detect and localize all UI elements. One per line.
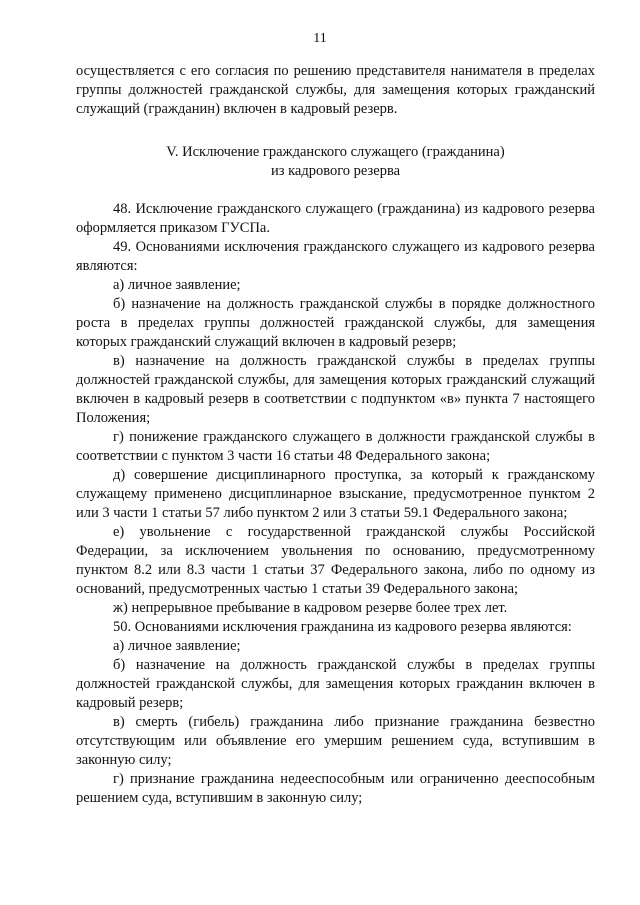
page-number: 11	[313, 31, 327, 46]
intro-paragraph: осуществляется с его согласия по решению представителя нанимателя в пределах группы должностей гражданской службы, для замещения которых гражданский служащий (гражданин) включен в кадровый резерв.	[76, 63, 595, 117]
paragraph-50-v: в) смерть (гибель) гражданина либо признание гражданина безвестно отсутствующим или объявление его умершим решением суда, вступившим в законную силу;	[76, 714, 595, 768]
section-body	[76, 200, 595, 808]
paragraph-49-g: г) понижение гражданского служащего в должности гражданской службы в соответствии с пунктом 3 части 16 статьи 48 Федерального закона;	[76, 429, 595, 464]
intro-text-block	[76, 62, 595, 119]
paragraph-49-b: б) назначение на должность гражданской службы в порядке должностного роста в пределах группы должностей гражданской службы, для замещения которых гражданский служащий включен в кадровый резерв;	[76, 296, 595, 350]
paragraph-49: 49. Основаниями исключения гражданского служащего из кадрового резерва являются:	[76, 239, 595, 274]
paragraph-50-g: г) признание гражданина недееспособным или ограниченно дееспособным решением суда, вступившим в законную силу;	[76, 771, 595, 806]
paragraph-50-b: б) назначение на должность гражданской службы в пределах группы должностей гражданской службы, для замещения которых гражданин включен в кадровый резерв;	[76, 657, 595, 711]
section-title	[76, 143, 595, 181]
paragraph-50: 50. Основаниями исключения гражданина из кадрового резерва являются:	[113, 619, 572, 635]
paragraph-49-v: в) назначение на должность гражданской службы в пределах группы должностей гражданской службы, для замещения которых гражданский служащий включен в кадровый резерв в соответствии с подпунктом «в» пункта 7 настоящего Положения;	[76, 353, 595, 426]
paragraph-49-zh: ж) непрерывное пребывание в кадровом резерве более трех лет.	[113, 600, 508, 616]
paragraph-49-d: д) совершение дисциплинарного проступка, за который к гражданскому служащему применено дисциплинарное взыскание, предусмотренное пунктом 2 или 3 части 1 статьи 57 либо пунктом 2 или 3 статьи 59.1 Федерального закона;	[76, 467, 595, 521]
paragraph-50-a: а) личное заявление;	[113, 638, 241, 654]
paragraph-48: 48. Исключение гражданского служащего (гражданина) из кадрового резерва оформляется приказом ГУСПа.	[76, 201, 595, 236]
paragraph-49-a: а) личное заявление;	[113, 277, 241, 293]
paragraph-49-e: е) увольнение с государственной гражданской службы Российской Федерации, за исключением увольнения по основанию, предусмотренному пунктом 8.2 или 8.3 части 1 статьи 37 Федерального закона, либо по одному из оснований, предусмотренных частью 1 статьи 39 Федерального закона;	[76, 524, 595, 597]
section-title-line-2: из кадрового резерва	[270, 163, 401, 179]
section-title-line-1: V. Исключение гражданского служащего (гражданина)	[166, 144, 505, 160]
